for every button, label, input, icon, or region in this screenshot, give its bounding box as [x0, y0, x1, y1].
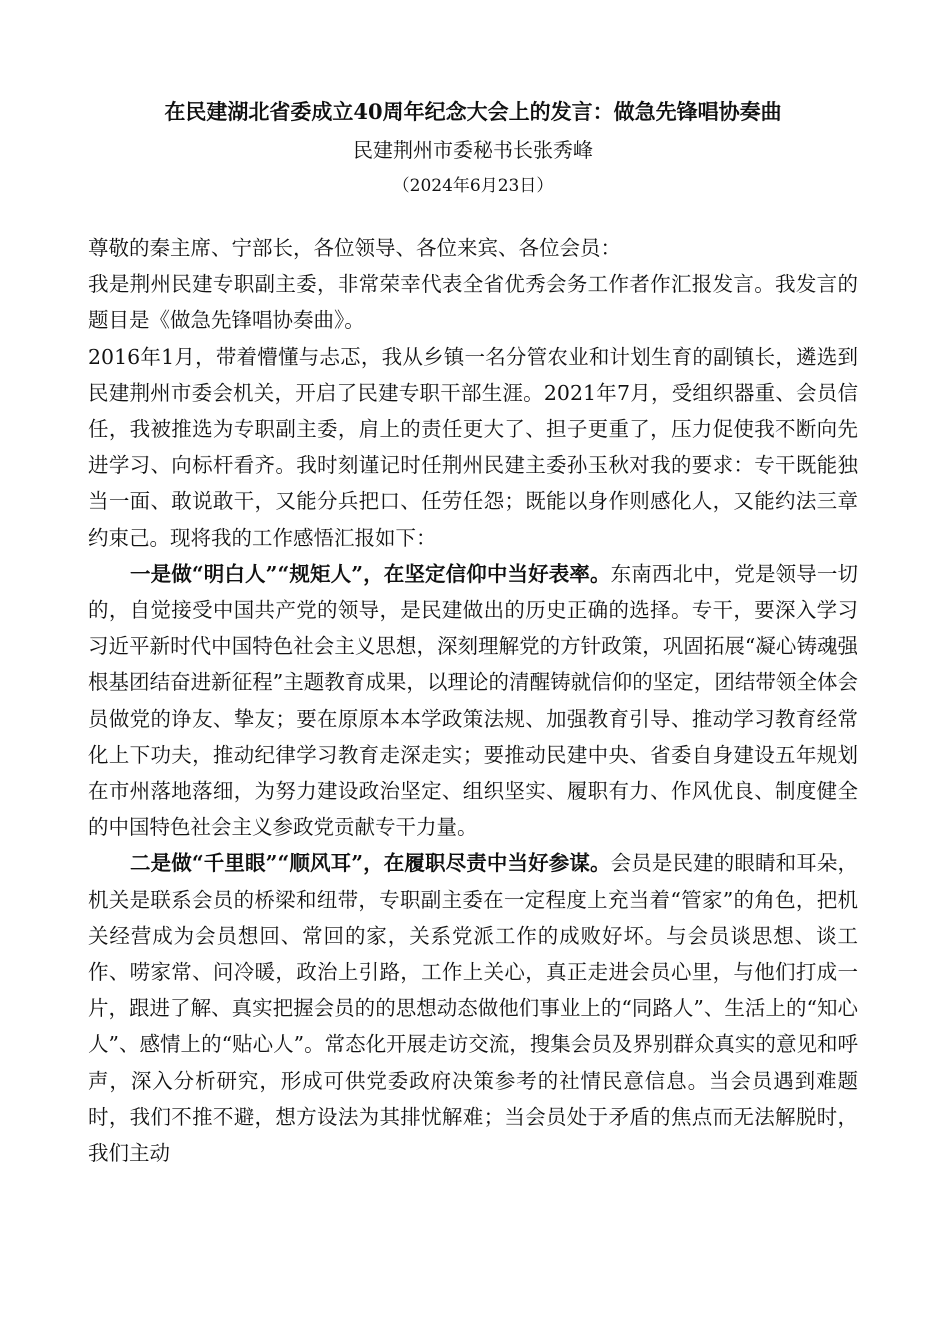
salutation: 尊敬的秦主席、宁部长，各位领导、各位来宾、各位会员： [88, 236, 621, 260]
section-body-1: 东南西北中，党是领导一切的，自觉接受中国共产党的领导，是民建做出的历史正确的选择。专干，要深入学习习近平新时代中国特色社会主义思想，深刻理解党的方针政策，巩固拓展“凝心铸魂强根基团结奋进新征程”主题教育成果，以理论的清醒铸就信仰的坚定，团结带领全体会员做党的诤友、挚友；要在原原本本学政策法规、加强教育引导、推动学习教育经常化上下功夫，推动纪律学习教育走深走实；要推动民建中央、省委自身建设五年规划在市州落地落细，为努力建设政治坚定、组织坚实、履职有力、作风优良、制度健全的中国特色社会主义参政党贡献专干力量。 [88, 561, 859, 840]
section-lead-1: 一是做“明白人”“规矩人”，在坚定信仰中当好表率。 [130, 561, 611, 586]
section-paragraph-2 [88, 845, 858, 1171]
intro-paragraph: 我是荆州民建专职副主委，非常荣幸代表全省优秀会务工作者作汇报发言。我发言的题目是《做急先锋唱协奏曲》。 [88, 272, 858, 333]
section-paragraph-1 [88, 556, 858, 846]
date-line: （2024年6月23日） [392, 176, 554, 196]
document-page [88, 92, 858, 1171]
background-paragraph: 2016年1月，带着懵懂与忐忑，我从乡镇一名分管农业和计划生育的副镇长，遴选到民建荆州市委会机关，开启了民建专职干部生涯。2021年7月，受组织器重、会员信任，我被推选为专职副主委，肩上的责任更大了、担子更重了，压力促使我不断向先进学习、向标杆看齐。我时刻谨记时任荆州民建主委孙玉秋对我的要求：专干既能独当一面、敢说敢干，又能分兵把口、任劳任怨；既能以身作则感化人，又能约法三章约束己。现将我的工作感悟汇报如下： [88, 344, 858, 550]
document-title: 在民建湖北省委成立40周年纪念大会上的发言：做急先锋唱协奏曲 [164, 99, 782, 124]
section-body-2: 会员是民建的眼睛和耳朵，机关是联系会员的桥梁和纽带，专职副主委在一定程度上充当着“管家”的角色，把机关经营成为会员想回、常回的家，关系党派工作的成败好坏。与会员谈思想、谈工作、唠家常、问冷暖，政治上引路，工作上关心，真正走进会员心里，与他们打成一片，跟进了解、真实把握会员的的思想动态做他们事业上的“同路人”、生活上的“知心人”、感情上的“贴心人”。常态化开展走访交流，搜集会员及界别群众真实的意见和呼声，深入分析研究，形成可供党委政府决策参考的社情民意信息。当会员遇到难题时，我们不推不避，想方设法为其排忧解难；当会员处于矛盾的焦点而无法解脱时，我们主动 [88, 851, 859, 1166]
author-line: 民建荆州市委秘书长张秀峰 [353, 138, 593, 162]
section-lead-2: 二是做“千里眼”“顺风耳”，在履职尽责中当好参谋。 [130, 851, 611, 876]
